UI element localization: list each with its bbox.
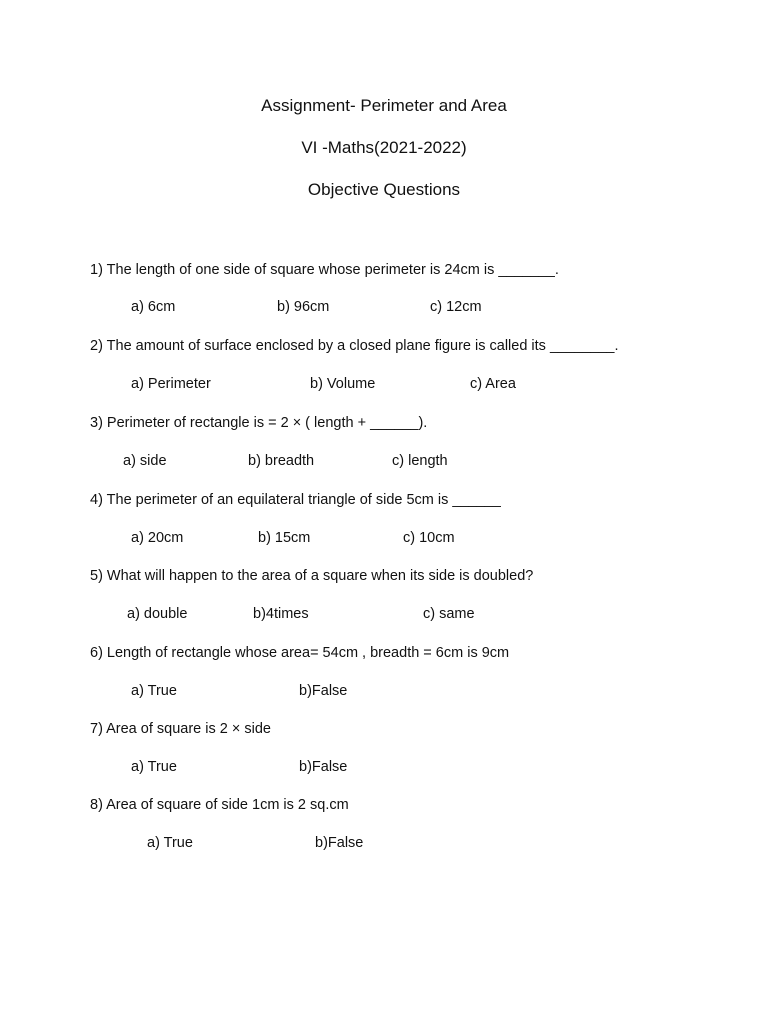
option-a: a) 6cm — [131, 299, 176, 315]
option-b: b)False — [315, 835, 364, 851]
question-text: 3) Perimeter of rectangle is = 2 × ( length + ______). — [90, 415, 428, 431]
option-b: b)False — [299, 759, 348, 775]
option-a: a) True — [147, 835, 193, 851]
option-b: b) 15cm — [258, 530, 311, 546]
option-c: c) 12cm — [430, 299, 482, 315]
option-a: a) True — [131, 683, 177, 699]
option-b: b) Volume — [310, 376, 376, 392]
class-subtitle: VI -Maths(2021-2022) — [301, 138, 467, 157]
option-c: c) 10cm — [403, 530, 455, 546]
option-a: a) side — [123, 453, 167, 469]
option-b: b) 96cm — [277, 299, 330, 315]
question-text: 5) What will happen to the area of a square when its side is doubled? — [90, 568, 534, 584]
option-c: c) length — [392, 453, 448, 469]
section-heading: Objective Questions — [307, 180, 461, 199]
question-text: 2) The amount of surface enclosed by a closed plane figure is called its ________. — [90, 338, 619, 354]
option-a: a) Perimeter — [131, 376, 211, 392]
option-b: b)4times — [253, 606, 309, 622]
question-text: 6) Length of rectangle whose area= 54cm , breadth = 6cm is 9cm — [90, 645, 510, 661]
question-text: 1) The length of one side of square whose perimeter is 24cm is _______. — [90, 262, 559, 278]
option-c: c) same — [423, 606, 475, 622]
option-a: a) double — [127, 606, 188, 622]
question-text: 8) Area of square of side 1cm is 2 sq.cm — [90, 797, 349, 813]
option-c: c) Area — [470, 376, 516, 392]
assignment-title: Assignment- Perimeter and Area — [261, 96, 507, 115]
option-a: a) 20cm — [131, 530, 184, 546]
option-a: a) True — [131, 759, 177, 775]
question-text: 7) Area of square is 2 × side — [90, 721, 271, 737]
question-text: 4) The perimeter of an equilateral triangle of side 5cm is ______ — [90, 492, 501, 508]
option-b: b) breadth — [248, 453, 315, 469]
option-b: b)False — [299, 683, 348, 699]
